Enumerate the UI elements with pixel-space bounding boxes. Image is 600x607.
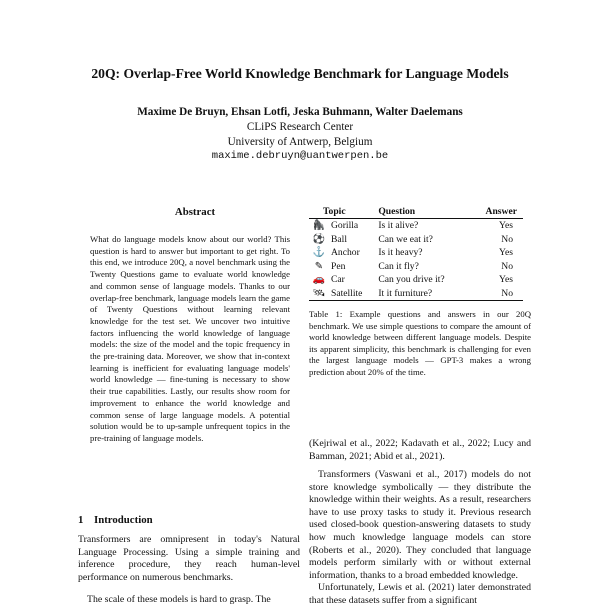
intro-paragraph: Transformers are omnipresent in today's Natural Language Processing. Using a simple training and inference procedure, they reach human-level performance on numerous benchmarks. [78, 534, 300, 583]
right-paragraph-transformers: Transformers (Vaswani et al., 2017) models do not store knowledge symbolically — they distribute the knowledge within their weights. As a result, researchers have to use proxy tasks to study it. Previous research used closed-book question-answering datasets to study how much knowledge language models can store (Roberts et al., 2020). They concluded that language models perform similarly with or without external information, thanks to a broad embedded knowledge. [309, 469, 531, 581]
answer-cell: No [501, 260, 513, 272]
answer-cell: No [501, 287, 513, 299]
question-cell: It it furniture? [378, 287, 433, 299]
satellite-icon: 🛰 [312, 287, 326, 299]
table-row [309, 287, 523, 301]
section-title: Introduction [94, 514, 153, 526]
table-row [309, 219, 523, 233]
right-paragraph-citations: (Kejriwal et al., 2022; Kadavath et al., 2022; Lucy and Bamman, 2021; Abid et al., 2021). [309, 438, 531, 462]
topic-cell: Satellite [331, 287, 363, 299]
pen-icon: ✎ [314, 260, 324, 272]
paper-title: 20Q: Overlap-Free World Knowledge Benchmark for Language Models [91, 66, 509, 81]
table-row [309, 233, 523, 247]
question-cell: Can we eat it? [378, 233, 433, 245]
table-header-row [309, 204, 523, 219]
affiliation-center: CLiPS Research Center [246, 121, 354, 133]
table-row [309, 246, 523, 260]
question-cell: Is it alive? [378, 220, 419, 232]
section-number: 1 [78, 514, 84, 526]
topic-cell: Pen [331, 260, 346, 272]
right-paragraph-lewis: Unfortunately, Lewis et al. (2021) later demonstrated that these datasets suffer from a significant [309, 582, 531, 606]
abstract-heading: Abstract [174, 206, 216, 218]
question-cell: Can you drive it? [378, 274, 445, 286]
author-email: maxime.debruyn@uantwerpen.be [211, 150, 389, 162]
ball-icon: ⚽ [312, 233, 326, 245]
topic-cell: Car [331, 274, 345, 286]
paper-authors: Maxime De Bruyn, Ehsan Lotfi, Jeska Buhmann, Walter Daelemans [137, 106, 463, 118]
topic-cell: Gorilla [331, 220, 359, 232]
header-answer: Answer [485, 205, 517, 217]
affiliation-university: University of Antwerp, Belgium [227, 136, 373, 148]
table-row [309, 260, 523, 274]
car-icon: 🚗 [312, 274, 326, 286]
topic-cell: Ball [331, 233, 347, 245]
anchor-icon: ⚓ [312, 247, 326, 259]
abstract-text: What do language models know about our world? This question is hard to answer but important to get right. To this end, we introduce 20Q, a novel benchmark using the Twenty Questions game to evaluate world knowledge and common sense of language models. Thanks to our overlap-free benchmark, language models learn the game of Twenty Questions without learning relevant knowledge for the test set. We uncover two intuitive factors influencing the world knowledge of language models: the size of the model and the topic frequency in the pre-training data. Moreover, we show that in-context learning is inefficient for evaluating language models' world knowledge — fine-tuning is necessary to show their true capabilities. Lastly, our results show room for improvement to enhance the world knowledge and common sense of large language models. A potential solution would be to up-sample unfrequent topics in the pre-training of language models. [90, 234, 290, 443]
answer-cell: No [501, 233, 513, 245]
table-caption: Table 1: Example questions and answers in our 20Q benchmark. We use simple questions to compare the amount of world knowledge between different language models. Despite its apparent simplicity, this benchmark is challenging for even the largest language models — GPT-3 makes a wrong prediction about 20% of the time. [309, 309, 531, 377]
question-cell: Is it heavy? [378, 247, 423, 259]
header-question: Question [378, 205, 416, 217]
table-row [309, 273, 523, 287]
topic-cell: Anchor [331, 247, 360, 259]
question-cell: Can it fly? [378, 260, 419, 272]
answer-cell: Yes [499, 220, 513, 232]
gorilla-icon: 🦍 [312, 220, 326, 232]
answer-cell: Yes [499, 247, 513, 259]
section-heading-introduction [78, 514, 153, 526]
header-topic: Topic [323, 205, 346, 217]
intro-paragraph-2: The scale of these models is hard to grasp. The [87, 594, 271, 605]
example-table [309, 204, 523, 301]
answer-cell: Yes [499, 274, 513, 286]
